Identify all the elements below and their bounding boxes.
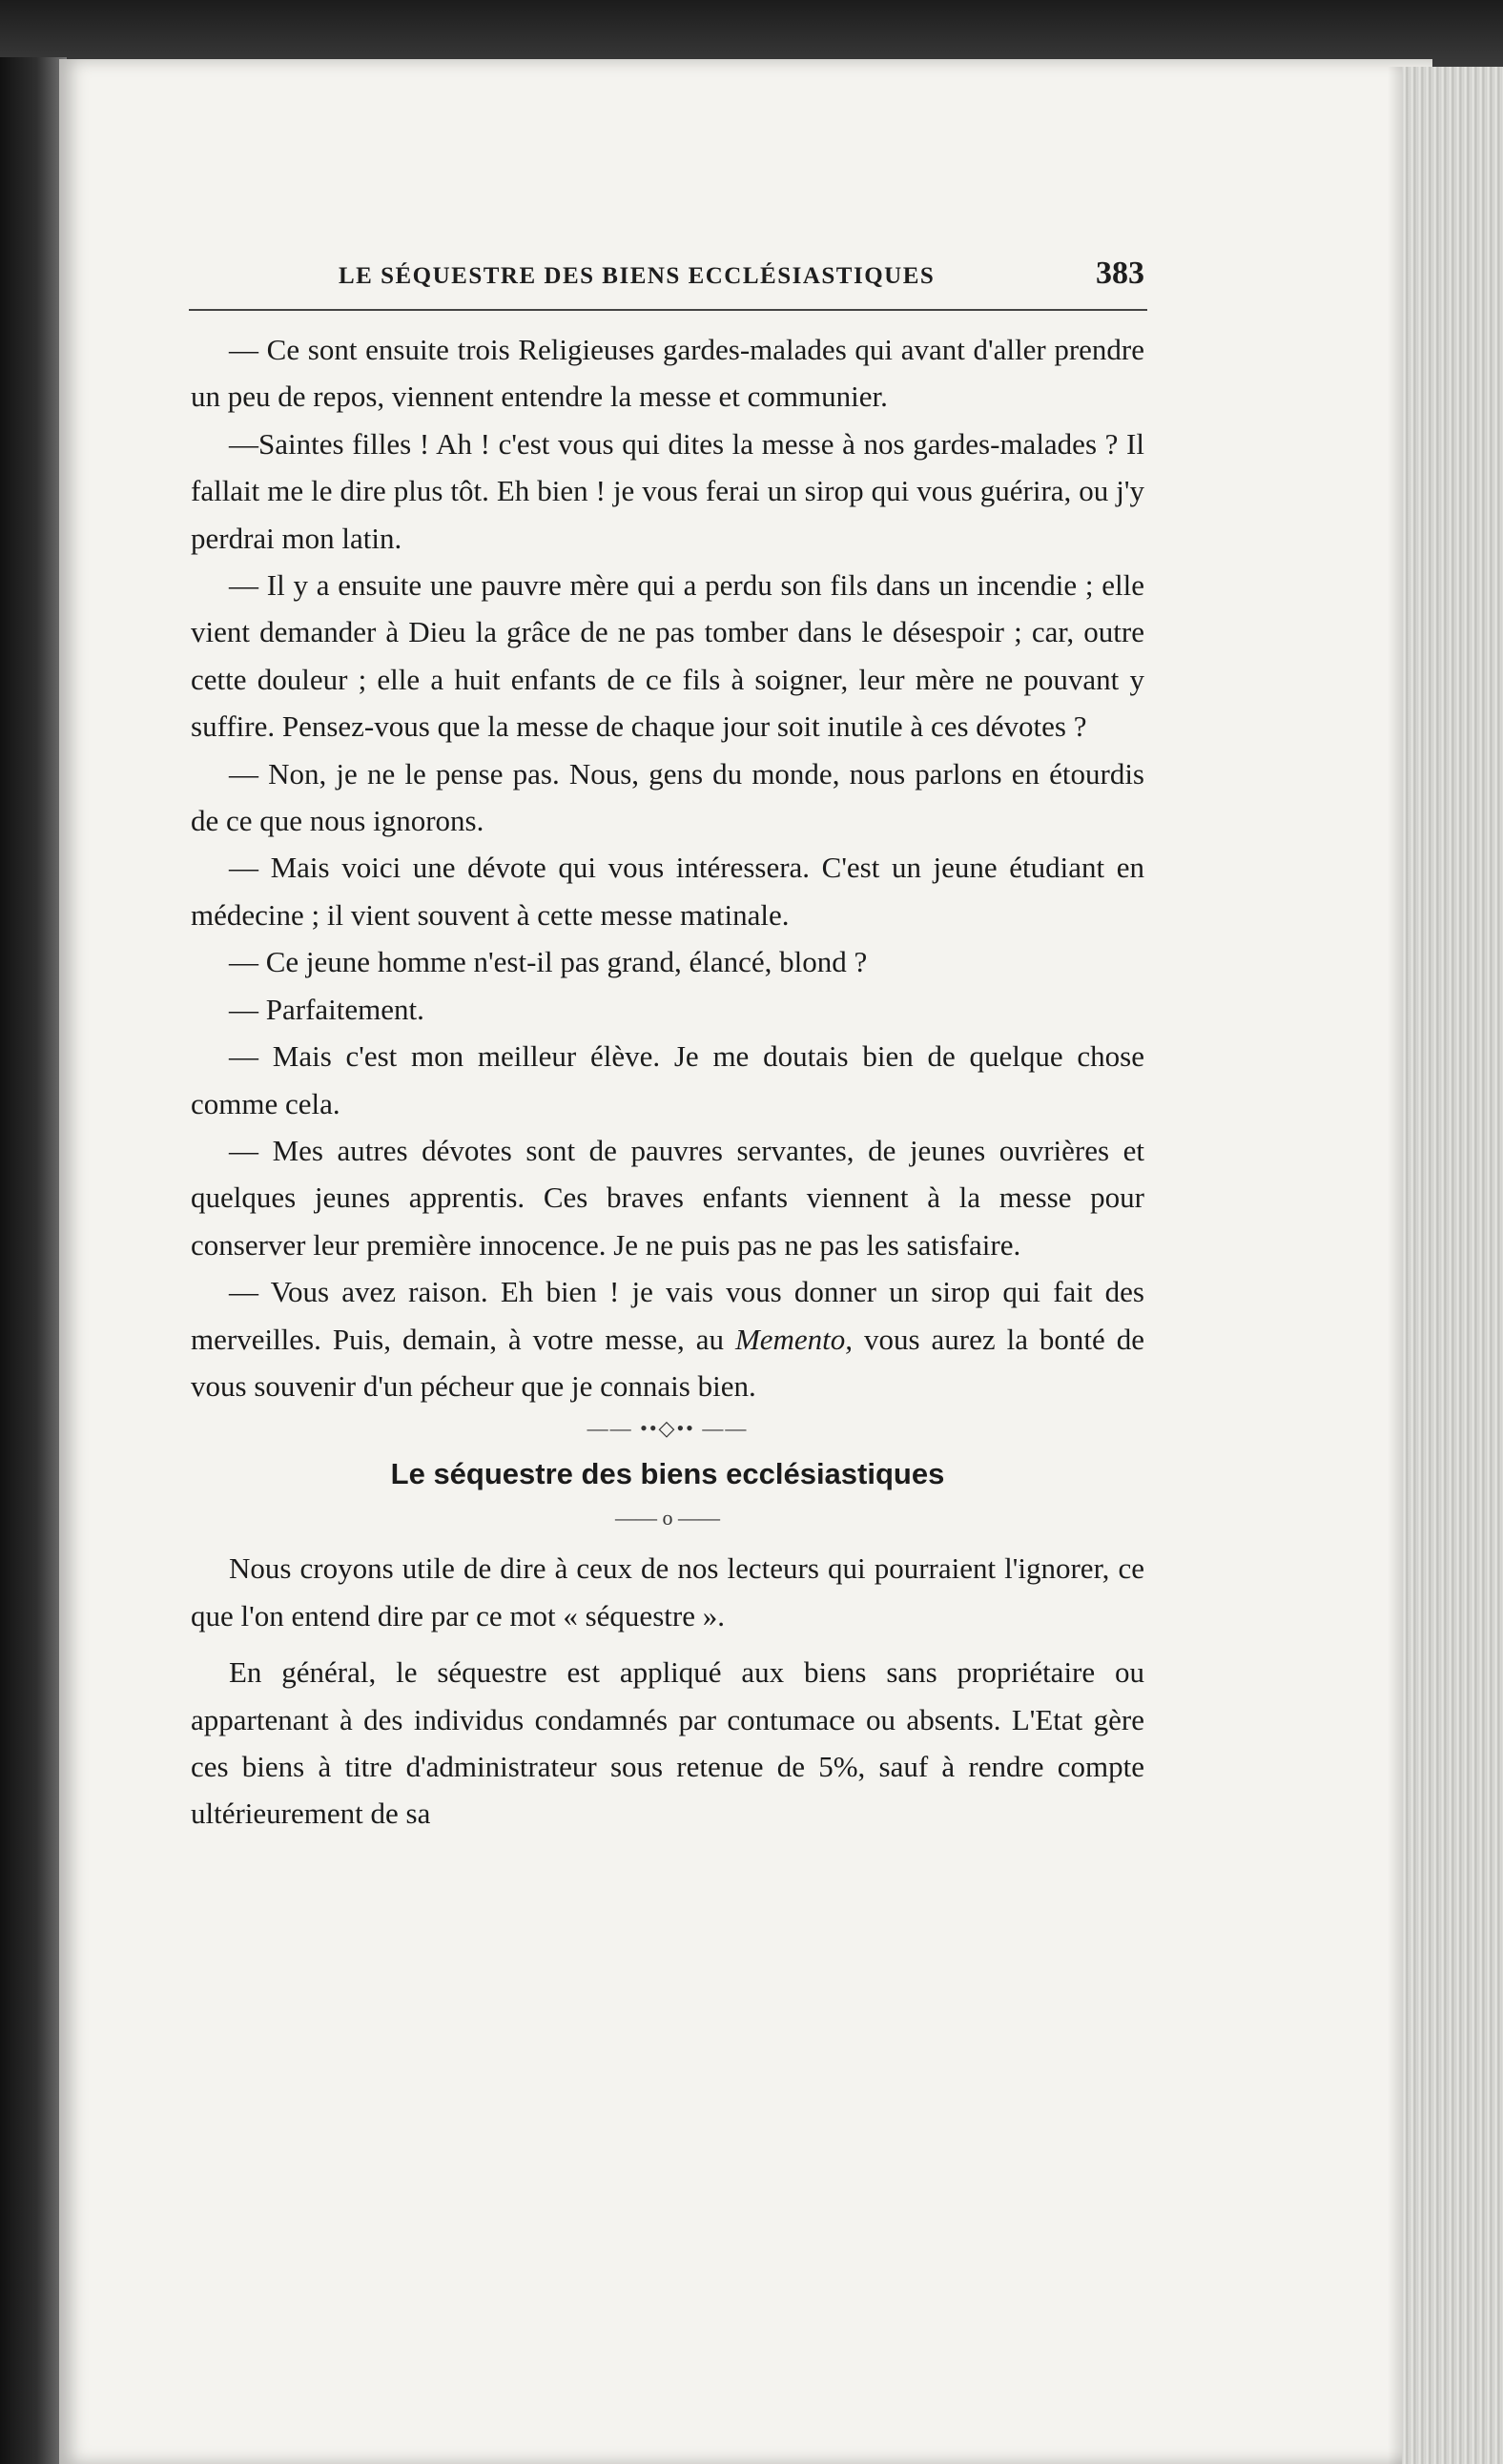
paragraph: — Mais voici une dévote qui vous intéressera. C'est un jeune étudiant en médecine ; il vient souvent à cette messe matinale. xyxy=(191,851,1144,932)
paragraph: —Saintes filles ! Ah ! c'est vous qui dites la messe à nos gardes-malades ? Il fallait me le dire plus tôt. Eh bien ! je vous ferai un sirop qui vous guérira, ou j'y perdrai mon latin. xyxy=(191,426,1144,555)
page-stack-edge xyxy=(1402,67,1503,2464)
ornament-divider: —— ••◇•• —— xyxy=(587,1416,749,1441)
page-number: 383 xyxy=(1096,256,1144,291)
paragraph-text: — Vous avez raison. Eh bien ! je vais vous donner un sirop qui fait des merveilles. Puis, demain, à votre messe, au xyxy=(191,1275,1144,1356)
running-head-title: LE SÉQUESTRE DES BIENS ECCLÉSIASTIQUES xyxy=(339,263,936,289)
italic-term: Memento, xyxy=(734,1322,854,1356)
paragraph: — Mais c'est mon meilleur élève. Je me doutais bien de quelque chose comme cela. xyxy=(191,1039,1144,1120)
paragraph: — Non, je ne le pense pas. Nous, gens du monde, nous parlons en étourdis de ce que nous ignorons. xyxy=(191,756,1144,838)
paragraph-text: vous aurez la bonté de vous souvenir d'un pécheur que je connais bien. xyxy=(191,1322,1144,1403)
paragraph: — Mes autres dévotes sont de pauvres servantes, de jeunes ouvrières et quelques jeunes apprentis. Ces braves enfants viennent à la messe pour conserver leur première innocence. Je ne puis pas ne pas les satisfaire. xyxy=(191,1133,1144,1262)
header-rule xyxy=(189,309,1147,311)
ornament-divider-small: —— o —— xyxy=(615,1506,720,1530)
paragraph: — Ce sont ensuite trois Religieuses gardes-malades qui avant d'aller prendre un peu de repos, viennent entendre la messe et communier. xyxy=(191,333,1144,414)
paragraph: — Il y a ensuite une pauvre mère qui a perdu son fils dans un incendie ; elle vient demander à Dieu la grâce de ne pas tomber dans le désespoir ; car, outre cette douleur ; elle a huit enfants de ce fils à soigner, leur mère ne pouvant y suffire. Pensez-vous que la messe de chaque jour soit inutile à ces dévotes ? xyxy=(191,568,1144,744)
scan-top-border xyxy=(0,0,1503,67)
running-head xyxy=(191,256,1144,303)
paragraph: — Parfaitement. xyxy=(229,992,424,1026)
paragraph: — Ce jeune homme n'est-il pas grand, élancé, blond ? xyxy=(229,945,868,979)
section-title: Le séquestre des biens ecclésiastiques xyxy=(390,1457,945,1491)
paragraph xyxy=(191,1268,1144,1409)
paragraph: Nous croyons utile de dire à ceux de nos lecteurs qui pourraient l'ignorer, ce que l'on entend dire par ce mot « séquestre ». xyxy=(191,1551,1144,1632)
book-gutter xyxy=(0,57,67,2464)
paragraph: En général, le séquestre est appliqué aux biens sans propriétaire ou appartenant à des individus condamnés par contumace ou absents. L'Etat gère ces biens à titre d'administrateur sous retenue de 5%, sauf à rendre compte ultérieurement de sa xyxy=(191,1655,1144,1831)
page-text xyxy=(191,326,1144,1838)
